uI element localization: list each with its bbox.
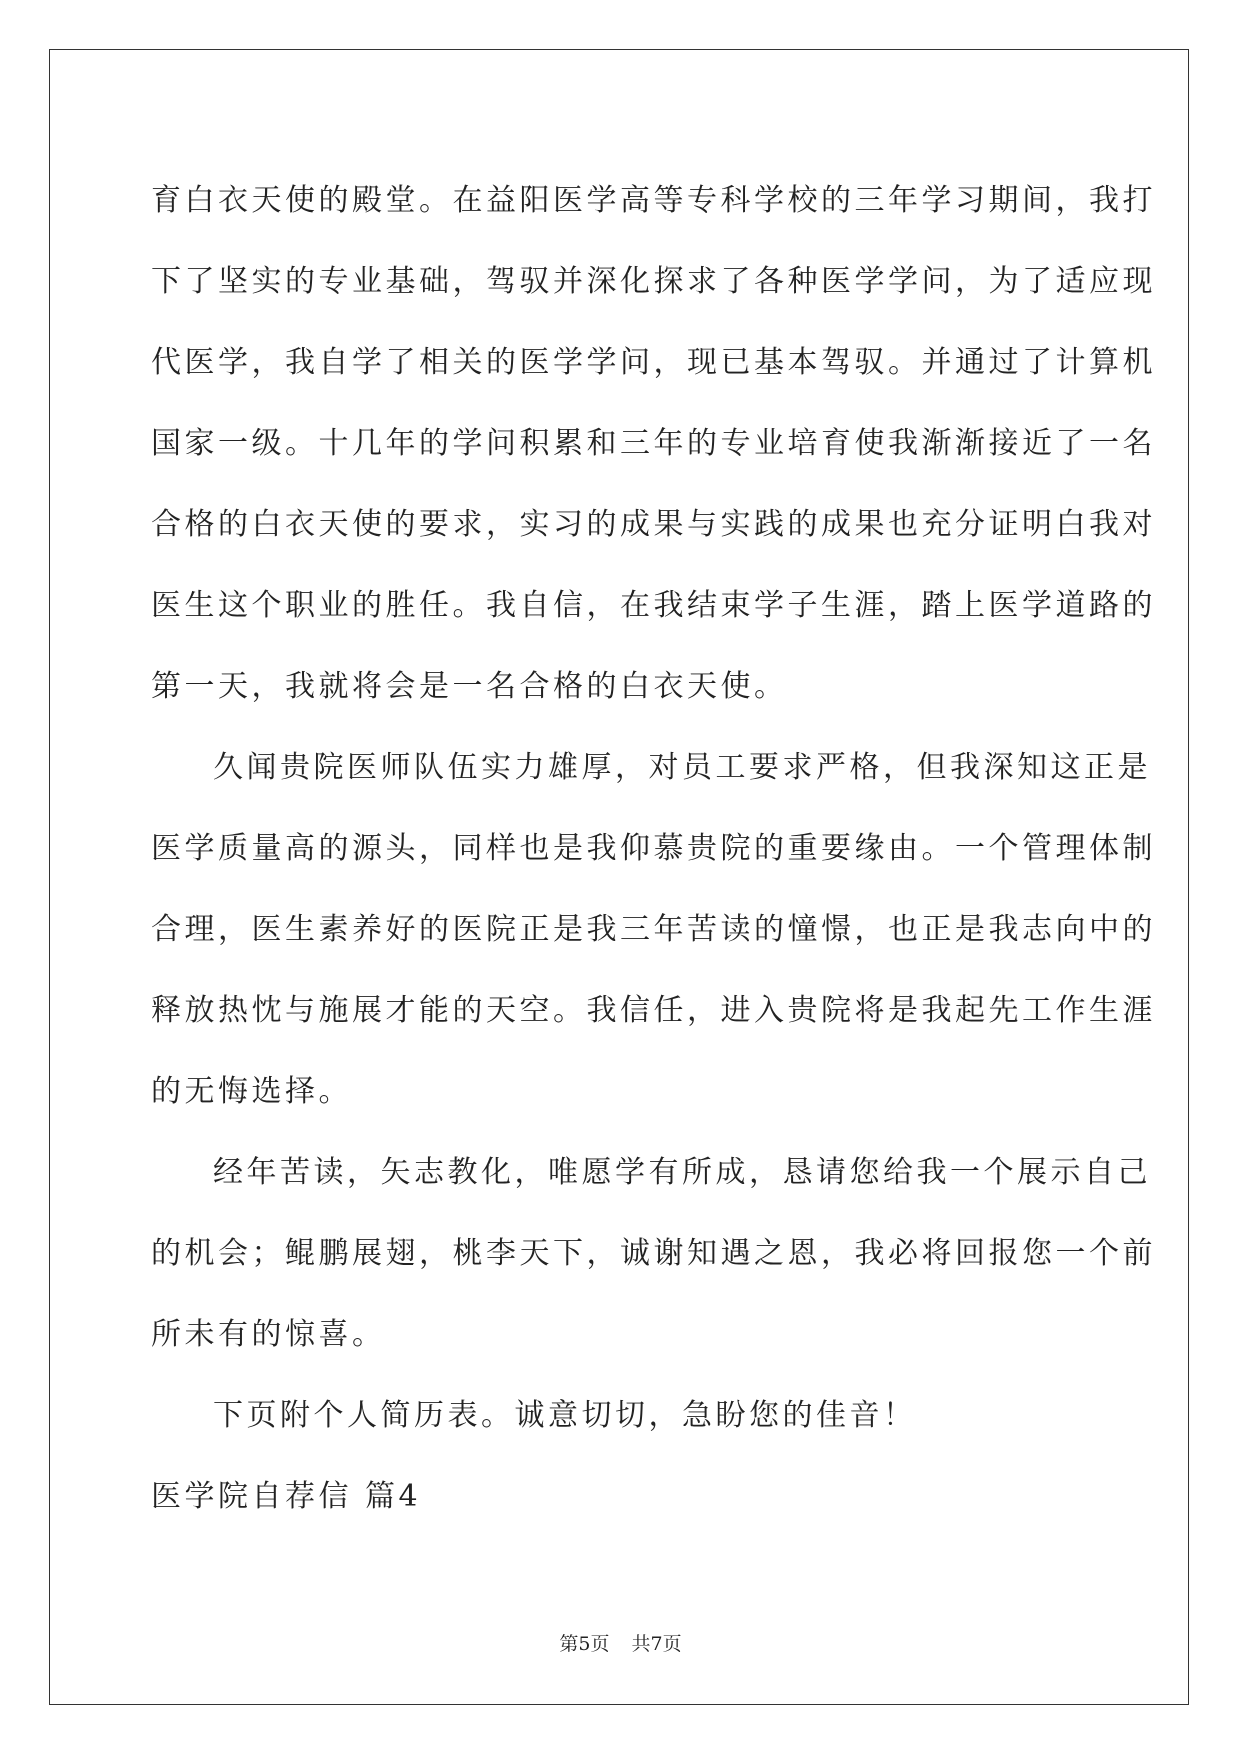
text-line: 所未有的惊喜。 [151, 1317, 386, 1352]
page-footer [0, 1629, 1241, 1656]
text-line: 合理，医生素养好的医院正是我三年苦读的憧憬，也正是我志向中的 [151, 912, 1156, 947]
text-line: 下页附个人简历表。诚意切切，急盼您的佳音！ [213, 1398, 917, 1433]
document-body [151, 160, 1156, 1537]
paragraph-4 [151, 1375, 1091, 1456]
text-line: 的机会；鲲鹏展翅，桃李天下，诚谢知遇之恩，我必将回报您一个前 [151, 1236, 1156, 1271]
text-line: 久闻贵院医师队伍实力雄厚，对员工要求严格，但我深知这正是 [213, 750, 1151, 785]
text-line: 的无悔选择。 [151, 1074, 352, 1109]
text-line: 医学质量高的源头，同样也是我仰慕贵院的重要缘由。一个管理体制 [151, 831, 1156, 866]
paragraph-1 [151, 160, 1156, 727]
text-line: 第一天，我就将会是一名合格的白衣天使。 [151, 669, 788, 704]
text-line: 释放热忱与施展才能的天空。我信任，进入贵院将是我起先工作生涯 [151, 993, 1156, 1028]
text-line: 下了坚实的专业基础，驾驭并深化探求了各种医学学问，为了适应现 [151, 264, 1156, 299]
text-line: 医生这个职业的胜任。我自信，在我结束学子生涯，踏上医学道路的 [151, 588, 1156, 623]
text-line: 国家一级。十几年的学问积累和三年的专业培育使我渐渐接近了一名 [151, 426, 1156, 461]
text-line: 经年苦读，矢志教化，唯愿学有所成，恳请您给我一个展示自己 [213, 1155, 1151, 1190]
text-line: 育白衣天使的殿堂。在益阳医学高等专科学校的三年学习期间，我打 [151, 183, 1156, 218]
text-line: 合格的白衣天使的要求，实习的成果与实践的成果也充分证明白我对 [151, 507, 1156, 542]
text-line: 代医学，我自学了相关的医学学问，现已基本驾驭。并通过了计算机 [151, 345, 1156, 380]
paragraph-3 [151, 1132, 1156, 1375]
current-page-number: 第5页 [559, 1633, 610, 1655]
total-pages: 共7页 [631, 1633, 682, 1655]
paragraph-2 [151, 727, 1156, 1132]
section-heading: 医学院自荐信 篇4 [151, 1479, 422, 1514]
